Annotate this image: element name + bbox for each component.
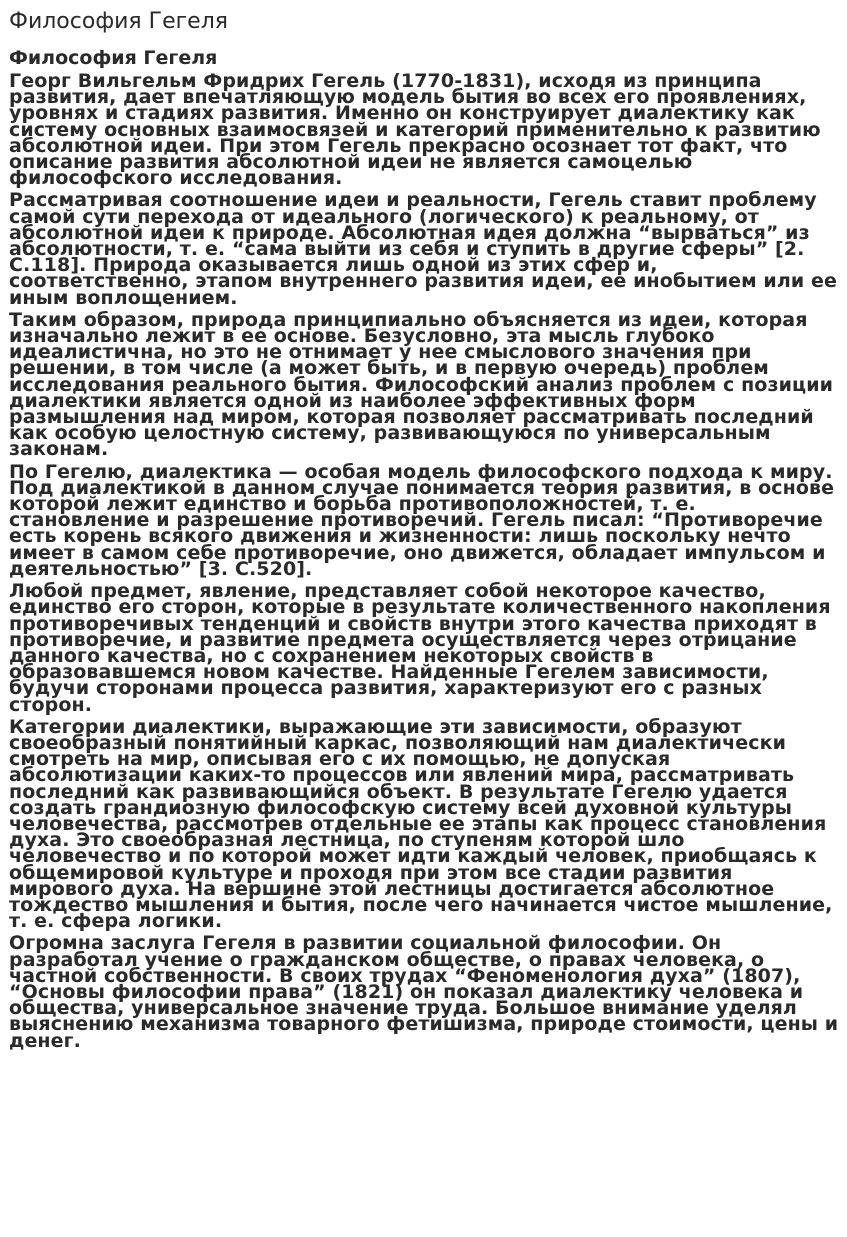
paragraph-3: Таким образом, природа принципиально объясняется из идеи, которая изначально лежит в ее основе. Безусловно, эта мысль глубоко идеалистична, но это не отнимает у нее смыслового значения при решении, в том числе (а может быть, и в первую очередь) проблем исследования реального бытия. Философский анализ проблем с позиции диалектики является одной из наиболее эффективных форм размышления над миром, которая позволяет рассматривать последний как особую целостную систему, развивающуюся по универсальным законам. bbox=[9, 308, 834, 461]
page-title: Философия Гегеля bbox=[9, 9, 228, 34]
paragraph-5: Любой предмет, явление, представляет собой некоторое качество, единство его сторон, которые в результате количественного накопления противоречивых тенденций и свойств внутри этого качества приходят в противоречие, и развитие предмета осуществляется через отрицание данного качества, но с сохранением некоторых свойств в образовавшемся новом качестве. Найденные Гегелем зависимости, будучи сторонами процесса развития, характеризуют его с разных сторон. bbox=[9, 580, 831, 716]
paragraph-6: Категории диалектики, выражающие эти зависимости, образуют своеобразный понятийный каркас, позволяющий нам диалектически смотреть на мир, описывая его с их помощью, не допуская абсолютизации каких-то процессов или явлений мира, рассматривать последний как развивающийся объект. В результате Гегелю удается создать грандиозную философскую систему всей духовной культуры человечества, рассмотрев отдельные ее этапы как процесс становления духа. Это своеобразная лестница, по ступеням которой шло человечество и по которой может идти каждый человек, приобщаясь к общемировой культуре и проходя при этом все стадии развития мирового духа. На вершине этой лестницы достигается абсолютное тождество мышления и бытия, после чего начинается чистое мышление, т. е. сфера логики. bbox=[9, 715, 833, 933]
paragraph-7: Огромна заслуга Гегеля в развитии социальной философии. Он разработал учение о гражданском обществе, о правах человека, о частной собственности. В своих трудах “Феноменология духа” (1807), “Основы философии права” (1821) он показал диалектику человека и общества, универсальное значение труда. Большое внимание уделял выяснению механизма товарного фетишизма, природе стоимости, цены и денег. bbox=[9, 932, 839, 1052]
paragraph-1: Георг Вильгельм Фридрих Гегель (1770-1831), исходя из принципа развития, дает впечатляющую модель бытия во всех его проявлениях, уровнях и стадиях развития. Именно он конструирует диалектику как систему основных взаимосвязей и категорий применительно к развитию абсолютной идеи. При этом Гегель прекрасно осознает тот факт, что описание развития абсолютной идеи не является самоцелью философского исследования. bbox=[9, 70, 821, 190]
paragraph-2: Рассматривая соотношение идеи и реальности, Гегель ставит проблему самой сути перехода от идеального (логического) к реальному, от абсолютной идеи к природе. Абсолютная идея должна “вырваться” из абсолютности, т. е. “сама выйти из себя и ступить в другие сферы” [2. С.118]. Природа оказывается лишь одной из этих сфер и, соответственно, этапом внутреннего развития идеи, ее инобытием или ее иным воплощением. bbox=[9, 189, 837, 309]
article-heading: Философия Гегеля bbox=[9, 47, 218, 69]
paragraph-4: По Гегелю, диалектика — особая модель философского подхода к миру. Под диалектикой в данном случае понимается теория развития, в основе которой лежит единство и борьба противоположностей, т. е. становление и разрешение противоречий. Гегель писал: “Противоречие есть корень всякого движения и жизненности: лишь поскольку нечто имеет в самом себе противоречие, оно движется, обладает импульсом и деятельностью” [3. С.520]. bbox=[9, 460, 835, 580]
